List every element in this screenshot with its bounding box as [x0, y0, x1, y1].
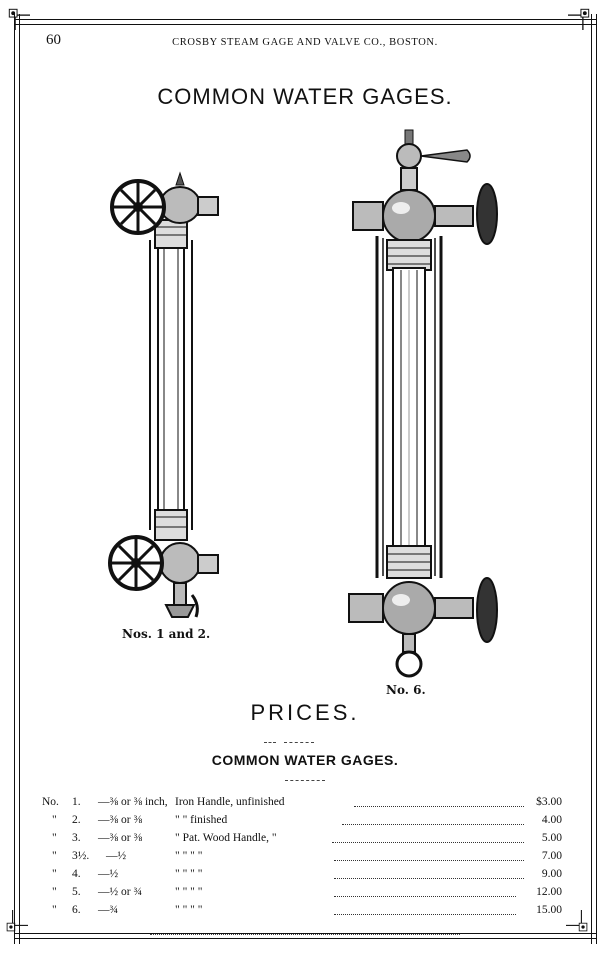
ornamental-rule-top — [264, 742, 276, 743]
price-list — [42, 796, 564, 922]
gage-number: 1. — [72, 796, 81, 808]
dot-leader — [334, 878, 524, 879]
price-row — [42, 832, 564, 850]
gage-price: 5.00 — [541, 832, 562, 844]
gage-description: " " " " — [175, 886, 203, 898]
gage-description: " " " " — [175, 904, 203, 916]
figure-caption-nos-1-and-2: Nos. 1 and 2. — [122, 627, 211, 641]
corner-ornament-top-right — [568, 8, 590, 30]
price-row — [42, 868, 564, 886]
prices-heading: PRICES. — [250, 700, 360, 725]
running-head: CROSBY STEAM GAGE AND VALVE CO., BOSTON. — [172, 37, 438, 48]
page-title: COMMON WATER GAGES. — [157, 84, 453, 109]
price-row — [42, 886, 564, 904]
gage-number: 3. — [72, 832, 81, 844]
row-prefix: " — [52, 886, 57, 898]
gage-price: 7.00 — [541, 850, 562, 862]
price-row — [42, 814, 564, 832]
dot-leader — [332, 842, 524, 843]
gage-number: 2. — [72, 814, 81, 826]
water-gage-illustration-small — [100, 165, 230, 625]
gage-number: 4. — [72, 868, 81, 880]
dot-leader — [342, 824, 524, 825]
gage-size: —⅜ or ⅜ — [98, 814, 143, 826]
corner-ornament-bottom-left — [6, 910, 28, 932]
gage-description: " " finished — [175, 814, 228, 826]
price-row — [42, 796, 564, 814]
border-right-outer — [596, 14, 597, 944]
figure-caption-no-6: No. 6. — [386, 683, 426, 697]
gage-size: —½ — [106, 850, 127, 862]
dot-leader — [334, 914, 516, 915]
corner-ornament-top-left — [8, 8, 30, 30]
border-bottom-inner — [14, 938, 597, 939]
row-prefix: " — [52, 832, 57, 844]
gage-price: 4.00 — [541, 814, 562, 826]
prices-subheading: COMMON WATER GAGES. — [211, 752, 399, 768]
gage-size: —½ or ¾ — [98, 886, 143, 898]
page-number: 60 — [46, 32, 61, 48]
gage-description: " " " " — [175, 850, 203, 862]
gage-description: " Pat. Wood Handle, " — [175, 832, 277, 844]
dot-leader — [334, 896, 516, 897]
ornamental-rule-bottom — [150, 934, 460, 935]
row-prefix: " — [52, 814, 57, 826]
border-top-inner — [14, 24, 597, 25]
dot-leader — [334, 860, 524, 861]
gage-price: 15.00 — [536, 904, 562, 916]
gage-price: $3.00 — [536, 796, 562, 808]
row-prefix: " — [52, 868, 57, 880]
water-gage-illustration-large — [345, 128, 505, 683]
gage-price: 12.00 — [536, 886, 562, 898]
gage-number: 3½. — [72, 850, 90, 862]
dot-leader — [354, 806, 524, 807]
gage-size: —⅜ or ⅜ — [98, 832, 143, 844]
price-row — [42, 850, 564, 868]
row-prefix: " — [52, 904, 57, 916]
price-row — [42, 904, 564, 922]
gage-number: 5. — [72, 886, 81, 898]
border-top — [14, 19, 597, 20]
gage-description: " " " " — [175, 868, 203, 880]
border-right-inner — [591, 14, 592, 944]
border-left-inner — [19, 14, 20, 944]
ornamental-rule-mid — [285, 780, 325, 781]
gage-price: 9.00 — [541, 868, 562, 880]
row-prefix: " — [52, 850, 57, 862]
ornamental-rule-top-2 — [284, 742, 314, 743]
gage-description: Iron Handle, unfinished — [175, 796, 285, 808]
gage-size: —⅜ or ⅜ inch, — [98, 796, 168, 808]
gage-size: —¾ — [98, 904, 119, 916]
border-left-outer — [14, 14, 15, 944]
row-prefix: No. — [42, 796, 59, 808]
gage-number: 6. — [72, 904, 81, 916]
gage-size: —½ — [98, 868, 119, 880]
corner-ornament-bottom-right — [566, 910, 588, 932]
